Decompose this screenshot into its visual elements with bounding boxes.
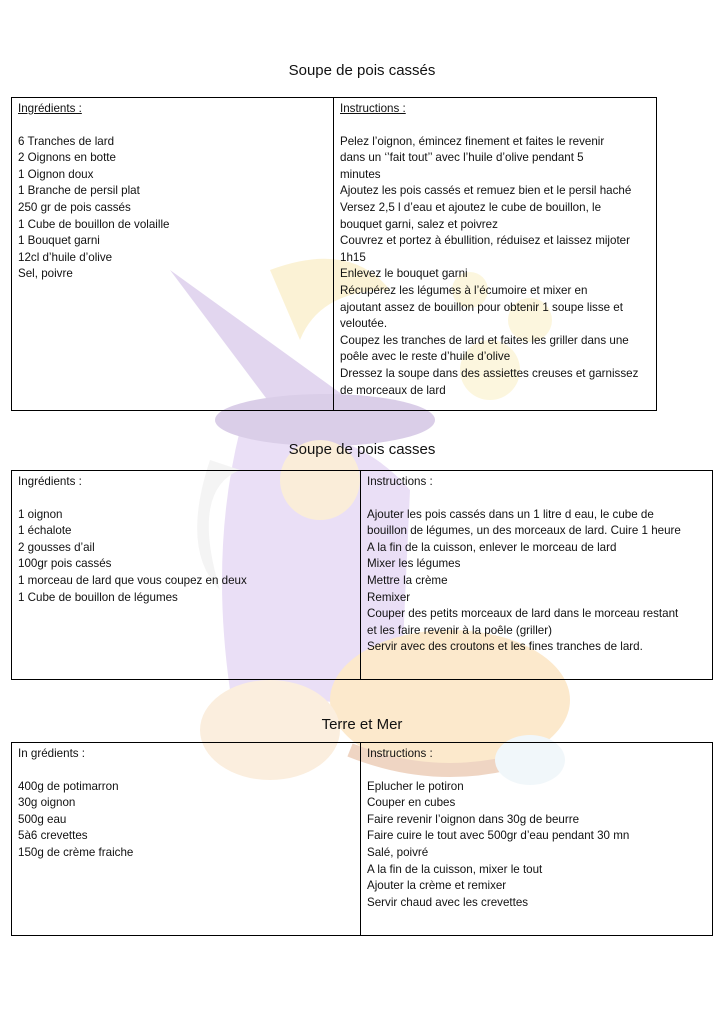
instruction-line: A la fin de la cuisson, enlever le morceau de lard — [367, 540, 617, 554]
instruction-line: Coupez les tranches de lard et faites les griller dans une — [340, 333, 629, 347]
instruction-line: Couvrez et portez à ébullition, réduisez et laissez mijoter — [340, 234, 630, 248]
ingredient-item: 5à6 crevettes — [18, 829, 88, 843]
instruction-line: Pelez l’oignon, émincez finement et faites le revenir — [340, 134, 605, 148]
ingredient-item: 1 Oignon doux — [18, 167, 94, 181]
recipe-title-1: Soupe de pois cassés — [288, 62, 436, 79]
instruction-line: Mixer les légumes — [367, 557, 461, 571]
ingredient-item: 250 gr de pois cassés — [18, 200, 131, 214]
ingredient-item: 1 Cube de bouillon de légumes — [18, 590, 178, 604]
instruction-line: Ajouter la crème et remixer — [367, 879, 507, 893]
ingredient-item: 1 Branche de persil plat — [18, 184, 140, 198]
instructions-list-3 — [367, 779, 706, 912]
instruction-line: Enlevez le bouquet garni — [340, 267, 468, 281]
instructions-cell-2 — [361, 471, 713, 680]
instruction-line: et les faire revenir à la poêle (griller) — [367, 623, 552, 637]
ingredients-header-1: Ingrédients : — [18, 102, 82, 115]
instruction-line: Salé, poivré — [367, 845, 429, 859]
ingredient-item: 150g de crème fraiche — [18, 845, 134, 859]
recipe-title-2: Soupe de pois casses — [288, 441, 436, 458]
instruction-line: poêle avec le reste d’huile d’olive — [340, 350, 511, 364]
instruction-line: Faire cuire le tout avec 500gr d’eau pendant 30 mn — [367, 829, 630, 843]
instructions-header-2: Instructions : — [367, 475, 433, 488]
instructions-header-1: Instructions : — [340, 102, 406, 115]
instruction-line: Récupérez les légumes à l’écumoire et mixer en — [340, 283, 588, 297]
instruction-line: Ajouter les pois cassés dans un 1 litre d eau, le cube de — [367, 507, 654, 521]
instruction-line: Faire revenir l’oignon dans 30g de beurre — [367, 812, 580, 826]
ingredients-header-2: Ingrédients : — [18, 475, 82, 488]
instruction-line: A la fin de la cuisson, mixer le tout — [367, 862, 543, 876]
ingredient-item: 1 oignon — [18, 507, 63, 521]
ingredient-item: 1 Bouquet garni — [18, 234, 100, 248]
instructions-header-3: Instructions : — [367, 747, 433, 760]
instructions-list-1 — [340, 134, 650, 400]
instructions-cell-3 — [361, 743, 713, 936]
recipe-table-1 — [11, 97, 657, 411]
instruction-line: Servir chaud avec les crevettes — [367, 895, 529, 909]
ingredient-item: 100gr pois cassés — [18, 557, 112, 571]
instructions-cell-1 — [334, 98, 657, 411]
recipe-table-3 — [11, 742, 713, 936]
ingredients-cell-3 — [12, 743, 361, 936]
instruction-line: veloutée. — [340, 317, 388, 331]
ingredient-item: 2 Oignons en botte — [18, 151, 116, 165]
instruction-line: de morceaux de lard — [340, 383, 446, 397]
instruction-line: 1h15 — [340, 250, 366, 264]
ingredient-item: 1 Cube de bouillon de volaille — [18, 217, 170, 231]
ingredient-item: 500g eau — [18, 812, 67, 826]
instruction-line: Remixer — [367, 590, 411, 604]
ingredients-list-2 — [18, 507, 354, 607]
instruction-line: bouillon de légumes, un des morceaux de lard. Cuire 1 heure — [367, 524, 681, 538]
ingredients-list-3 — [18, 779, 354, 862]
ingredient-item: 1 morceau de lard que vous coupez en deux — [18, 573, 247, 587]
instruction-line: Dressez la soupe dans des assiettes creuses et garnissez — [340, 366, 639, 380]
ingredient-item: 2 gousses d’ail — [18, 540, 95, 554]
instruction-line: ajoutant assez de bouillon pour obtenir 1 soupe lisse et — [340, 300, 623, 314]
ingredients-list-1 — [18, 134, 327, 283]
instruction-line: Eplucher le potiron — [367, 779, 464, 793]
ingredient-item: 12cl d’huile d’olive — [18, 250, 113, 264]
instruction-line: Ajoutez les pois cassés et remuez bien et le persil haché — [340, 184, 632, 198]
ingredients-cell-2 — [12, 471, 361, 680]
instruction-line: Couper en cubes — [367, 796, 456, 810]
ingredient-item: 1 échalote — [18, 524, 72, 538]
instruction-line: Couper des petits morceaux de lard dans le morceau restant — [367, 607, 679, 621]
instruction-line: Mettre la crème — [367, 573, 448, 587]
recipe-title-3: Terre et Mer — [321, 716, 403, 733]
instruction-line: bouquet garni, salez et poivrez — [340, 217, 498, 231]
instruction-line: Servir avec des croutons et les fines tranches de lard. — [367, 640, 643, 654]
ingredient-item: 30g oignon — [18, 796, 76, 810]
instructions-list-2 — [367, 507, 706, 656]
ingredient-item: 400g de potimarron — [18, 779, 119, 793]
recipe-table-2 — [11, 470, 713, 680]
instruction-line: minutes — [340, 167, 381, 181]
ingredients-header-3: In grédients : — [18, 747, 86, 760]
instruction-line: dans un ‘’fait tout’’ avec l’huile d’olive pendant 5 — [340, 151, 584, 165]
instruction-line: Versez 2,5 l d’eau et ajoutez le cube de bouillon, le — [340, 200, 602, 214]
ingredient-item: Sel, poivre — [18, 267, 73, 281]
ingredients-cell-1 — [12, 98, 334, 411]
ingredient-item: 6 Tranches de lard — [18, 134, 115, 148]
